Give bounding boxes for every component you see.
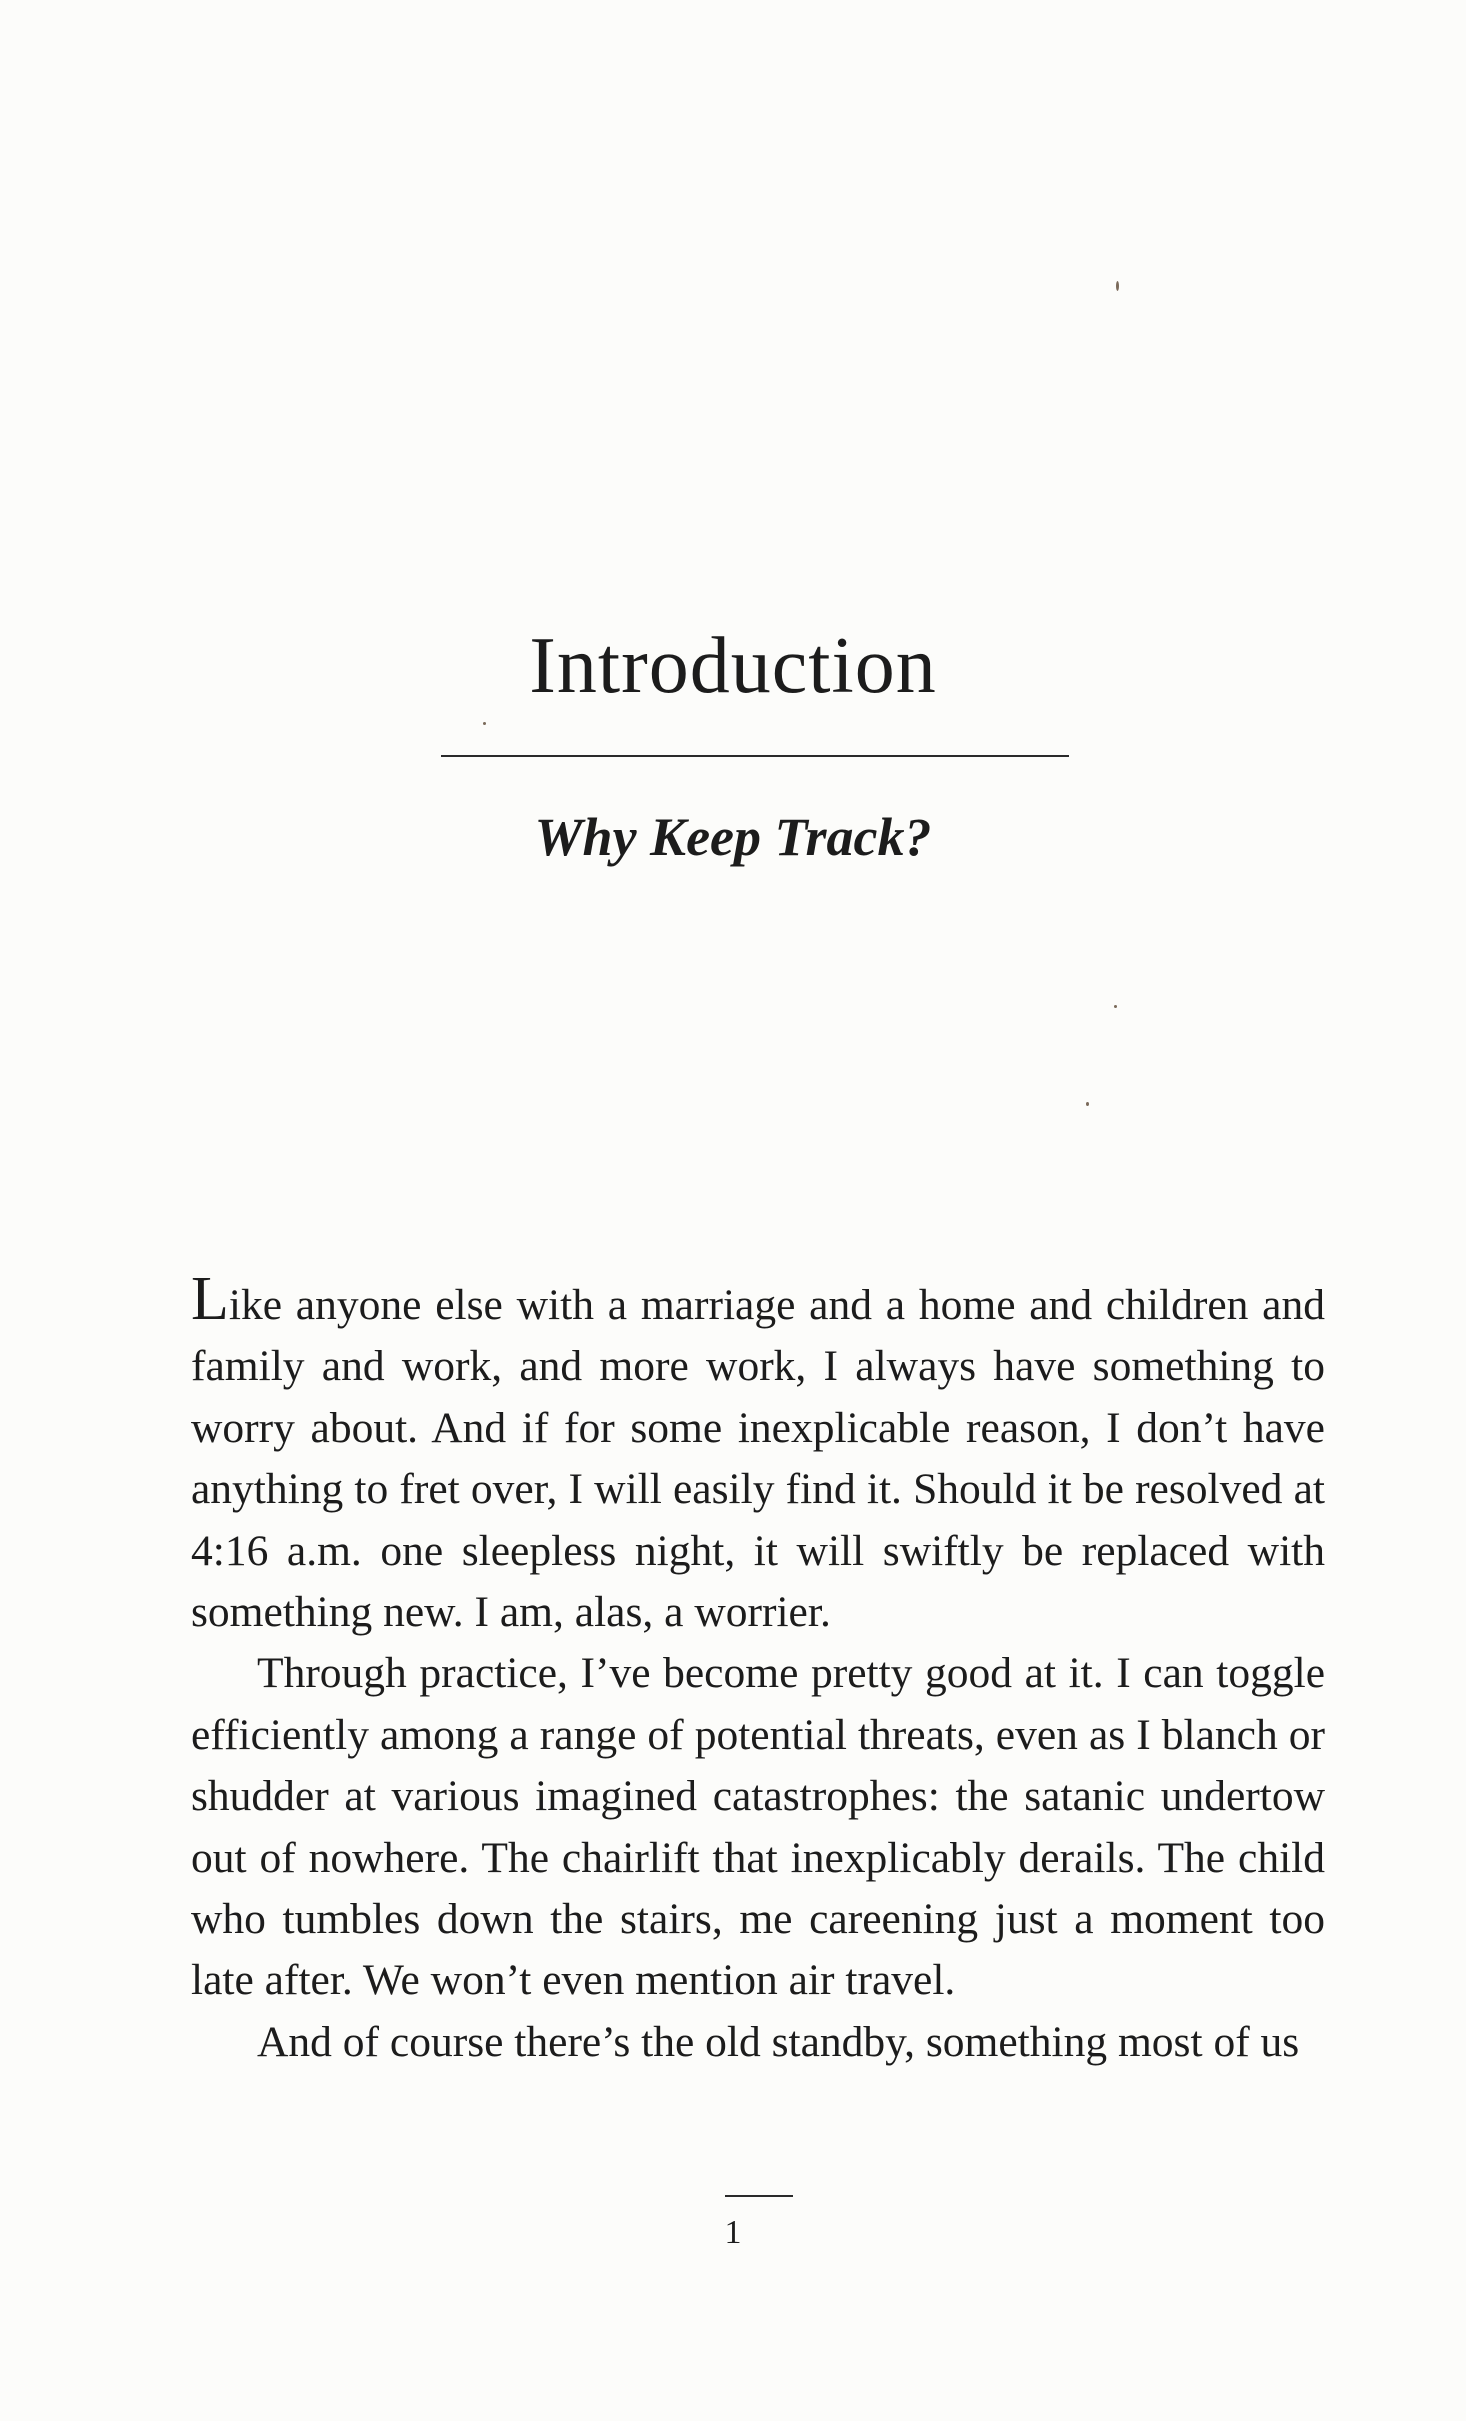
page-number: 1 (724, 2214, 742, 2251)
paragraph: Through practice, I’ve become pretty good at it. I can toggle efficiently among a range of potential threats, even as I blanch or shudder at various imagined catastrophes: the satanic undertow out of nowhere. The chairlift that inexplicably derails. The child who tumbles down the stairs, me careening just a moment too late after. We won’t even mention air travel. (191, 1649, 1325, 2005)
chapter-subtitle: Why Keep Track? (534, 807, 932, 867)
paragraph-text: ike anyone else with a marriage and a home and children and family and work, and more work, I always have something to worry about. And if for some inexplicable reason, I don’t have anything to fret over, I will easily find it. Should it be resolved at 4:16 a.m. one sleepless night, it will swiftly be replaced with something new. I am, alas, a worrier. (191, 1281, 1325, 1637)
paper-speck (483, 722, 486, 725)
chapter-title: Introduction (529, 622, 937, 710)
title-divider (441, 755, 1069, 757)
paper-speck (1116, 281, 1119, 291)
first-letter: L (191, 1265, 229, 1333)
paragraph (191, 1265, 1325, 1643)
paper-speck (1086, 1102, 1089, 1106)
paper-speck (1114, 1005, 1117, 1008)
folio-divider (725, 2195, 793, 2197)
body-text (191, 1265, 1325, 2073)
paragraph: And of course there’s the old standby, something most of us (257, 2017, 1300, 2066)
